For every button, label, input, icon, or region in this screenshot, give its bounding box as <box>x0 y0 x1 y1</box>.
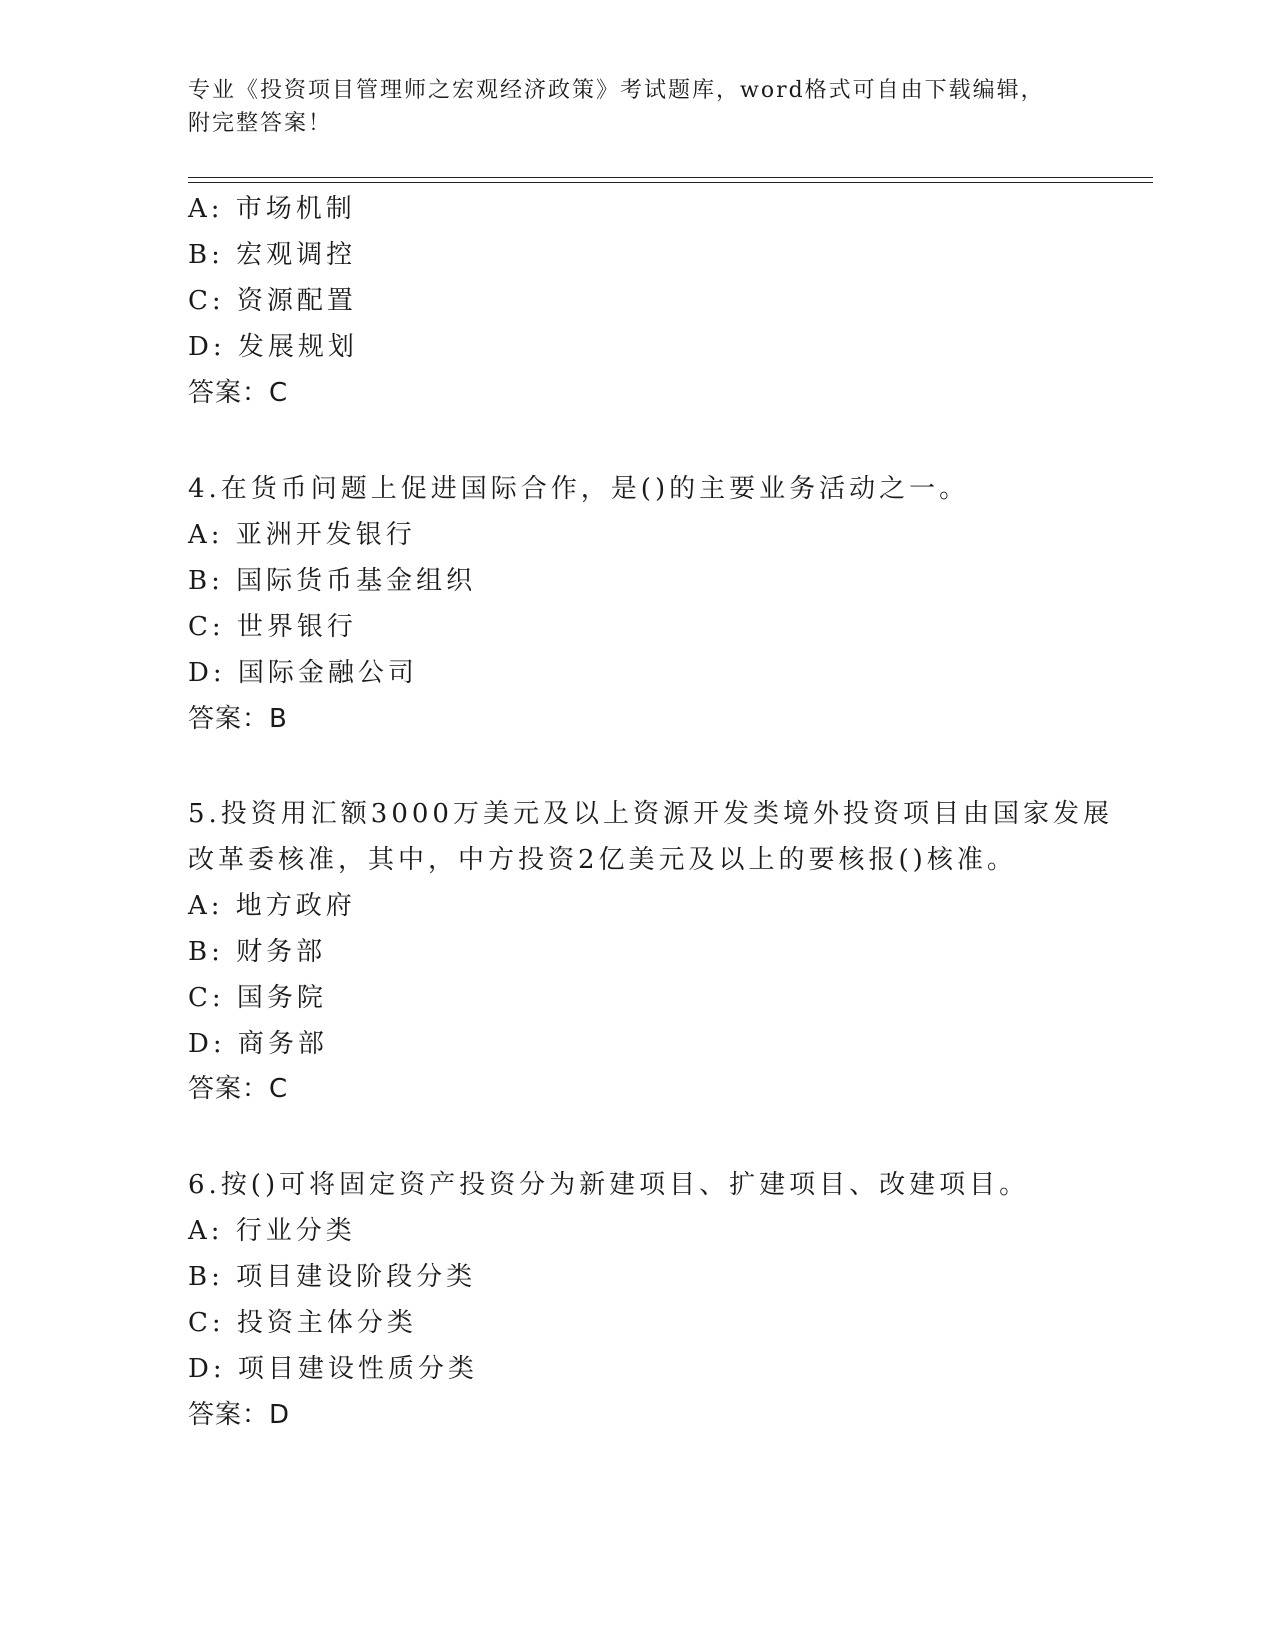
q5-answer: 答案：C <box>188 1074 289 1104</box>
q4-answer: 答案：B <box>188 704 288 734</box>
header-line-1: 专业《投资项目管理师之宏观经济政策》考试题库，word格式可自由下载编辑， <box>188 78 1045 103</box>
q6-option-d: D: 项目建设性质分类 <box>188 1354 478 1384</box>
q3-answer: 答案：C <box>188 378 289 408</box>
q6-option-b: B: 项目建设阶段分类 <box>188 1262 477 1292</box>
q4-option-a: A: 亚洲开发银行 <box>188 520 416 550</box>
header-divider-top <box>188 177 1153 178</box>
q5-option-a: A: 地方政府 <box>188 891 356 921</box>
q5-question-line-1: 5.投资用汇额3000万美元及以上资源开发类境外投资项目由国家发展 <box>188 799 1113 829</box>
q4-option-b: B: 国际货币基金组织 <box>188 566 477 596</box>
q6-answer: 答案：D <box>188 1400 291 1430</box>
q5-option-c: C: 国务院 <box>188 983 327 1013</box>
q3-option-c: C: 资源配置 <box>188 286 357 316</box>
q5-question-line-2: 改革委核准，其中，中方投资2亿美元及以上的要核报()核准。 <box>188 845 1017 875</box>
q6-question: 6.按()可将固定资产投资分为新建项目、扩建项目、改建项目。 <box>188 1170 1030 1200</box>
document-header <box>188 74 1088 140</box>
q6-option-c: C: 投资主体分类 <box>188 1308 417 1338</box>
q5-option-b: B: 财务部 <box>188 937 327 967</box>
q4-option-d: D: 国际金融公司 <box>188 658 418 688</box>
q4-option-c: C: 世界银行 <box>188 612 357 642</box>
header-line-2: 附完整答案！ <box>188 111 333 136</box>
q6-option-a: A: 行业分类 <box>188 1216 356 1246</box>
q4-question: 4.在货币问题上促进国际合作，是()的主要业务活动之一。 <box>188 474 970 504</box>
q5-option-d: D: 商务部 <box>188 1029 328 1059</box>
q3-option-d: D: 发展规划 <box>188 332 358 362</box>
header-divider-bottom <box>188 182 1153 183</box>
q3-option-b: B: 宏观调控 <box>188 240 357 270</box>
q3-option-a: A: 市场机制 <box>188 194 356 224</box>
